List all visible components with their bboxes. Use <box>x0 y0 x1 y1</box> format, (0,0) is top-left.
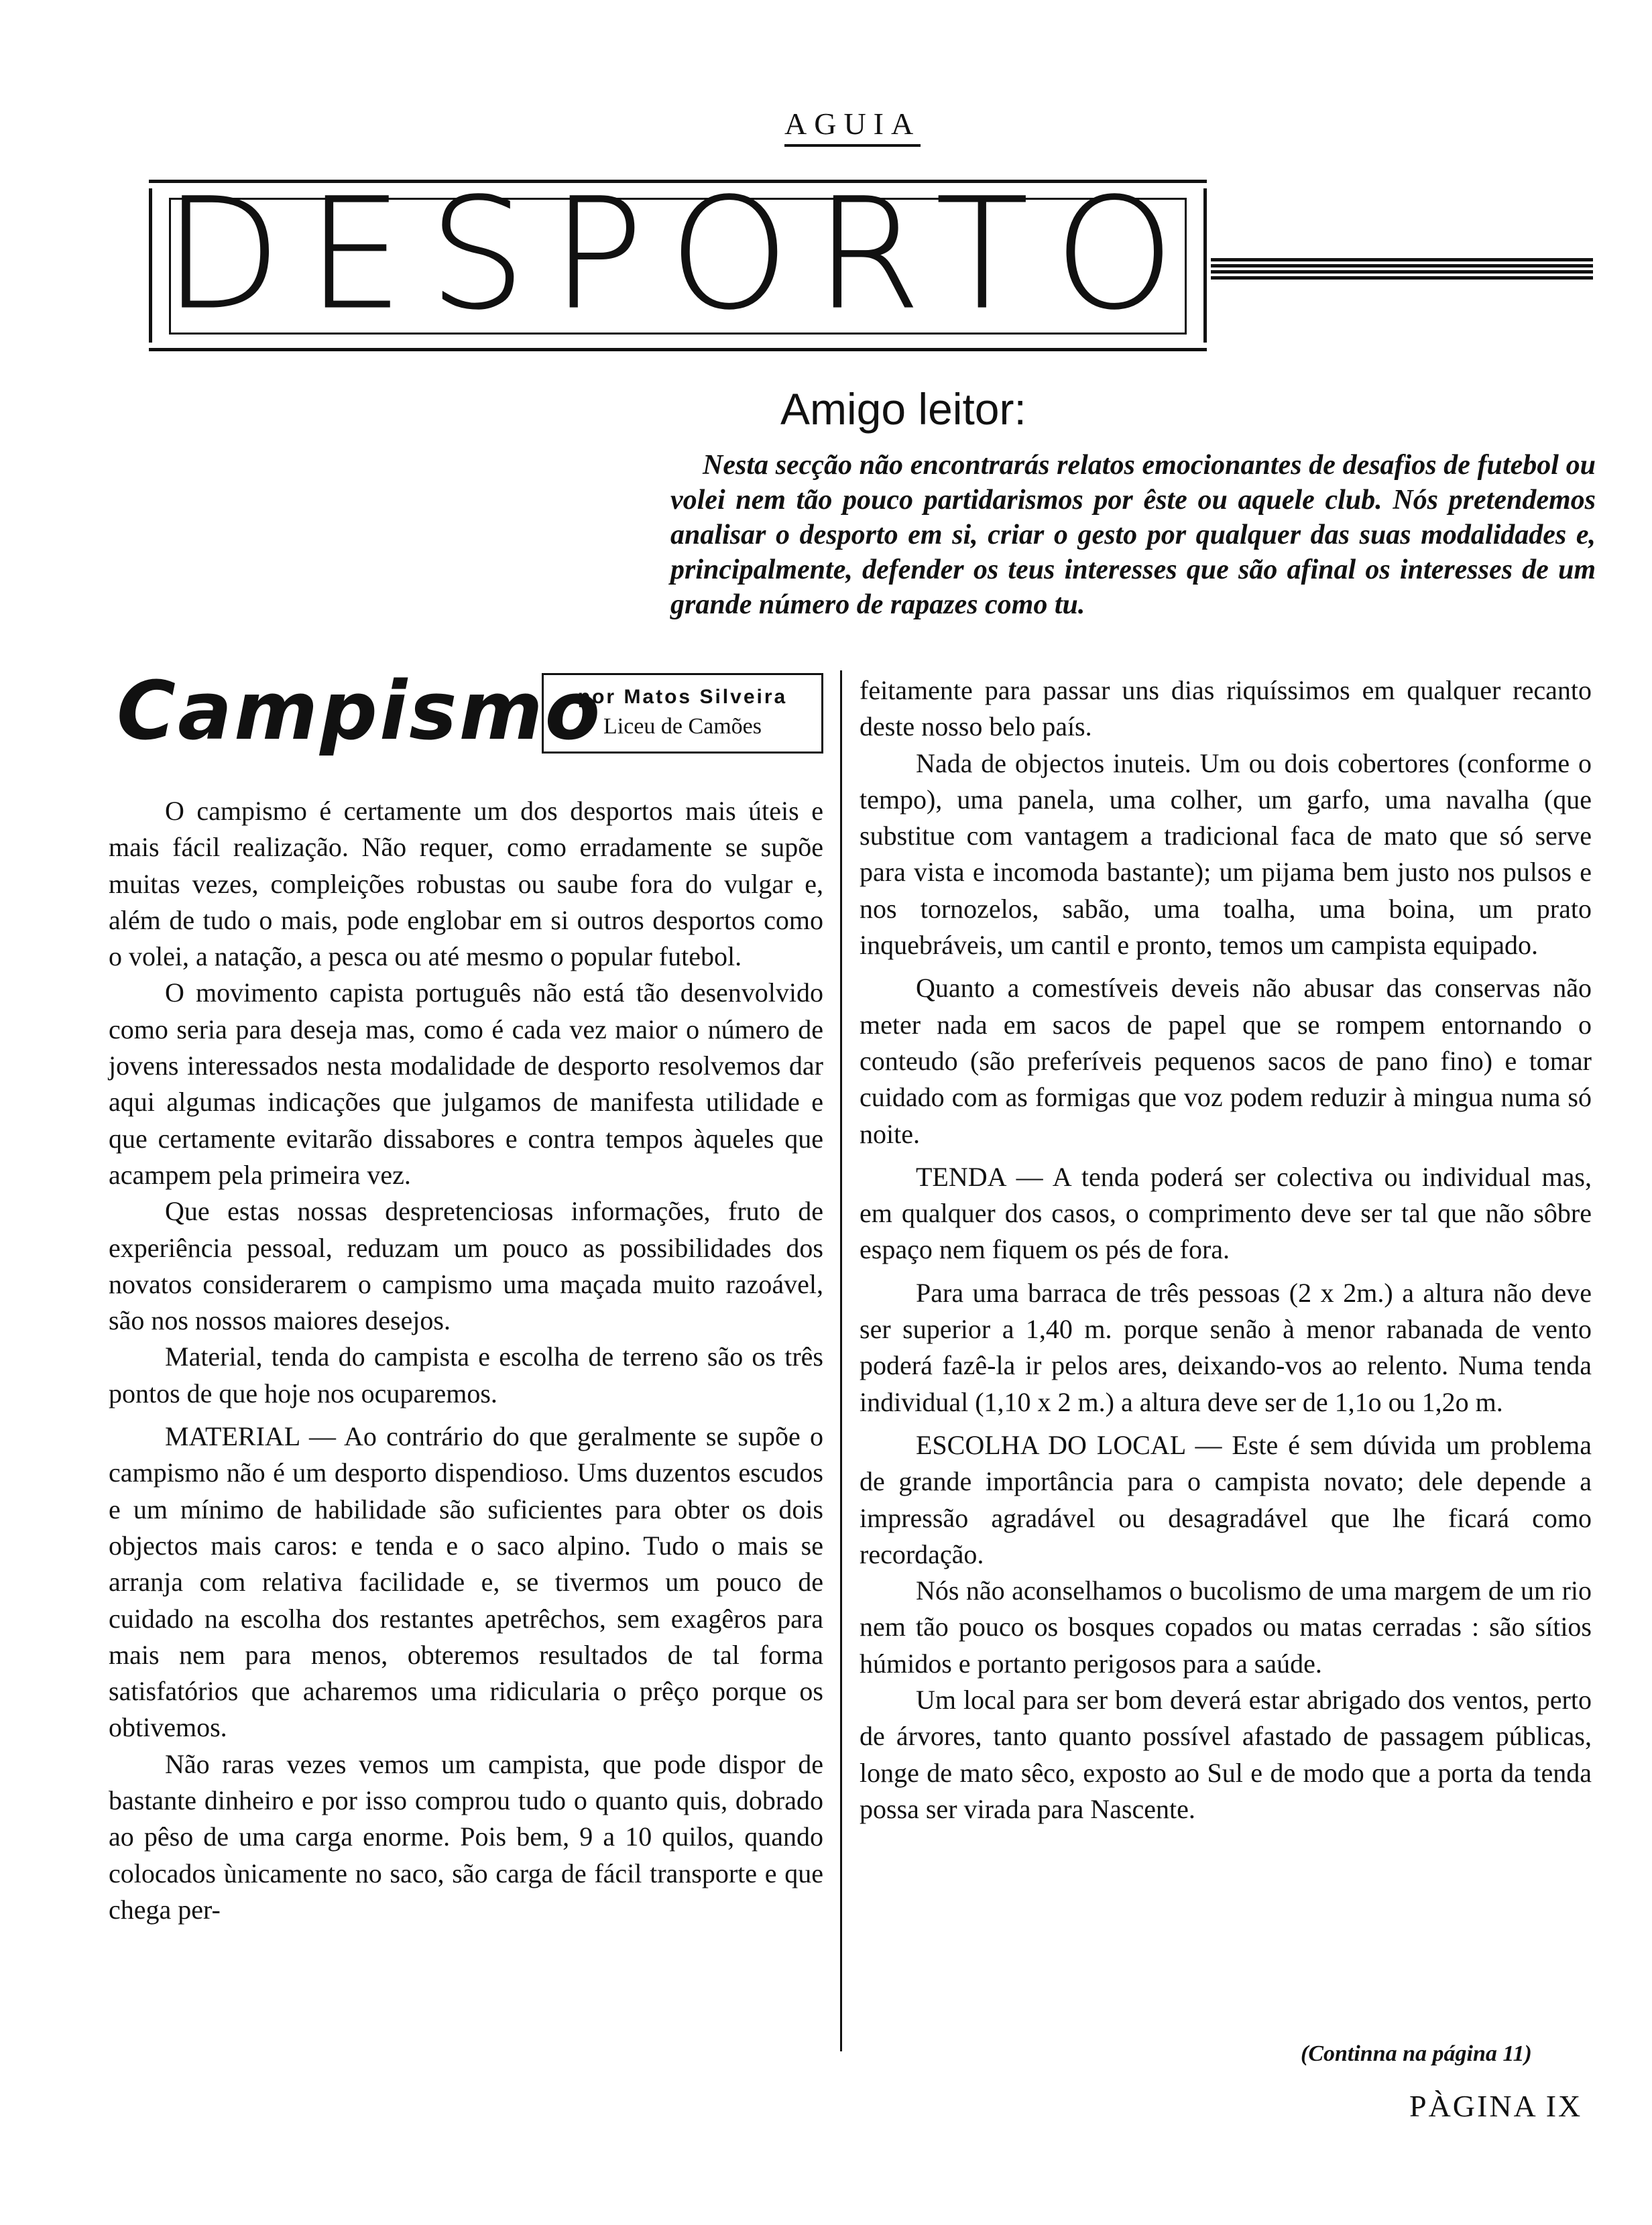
masthead-title: AGUIA <box>784 106 921 147</box>
intro-paragraph: Nesta secção não encontrarás relatos emocionantes de desafios de futebol ou volei nem tão pouco partidarismos por êste ou aquele club. Nós pretendemos analisar o desporto em si, criar o gesto por qualquer das suas modalidades e, principalmente, defender os teus interesses que são afinal os interesses de um grande número de rapazes como tu. <box>670 450 1596 620</box>
article-column-left <box>109 793 823 1928</box>
paragraph: Um local para ser bom deverá estar abrigado dos ventos, perto de árvores, tanto quanto possível afastado de passagem públicas, longe de mato sêco, exposto ao Sul e de modo que a porta da tenda possa ser virada para Nascente. <box>860 1685 1592 1824</box>
column-divider <box>840 670 842 2051</box>
paragraph: TENDA — A tenda poderá ser colectiva ou individual mas, em qualquer dos casos, o comprimento deve ser tal que não sôbre espaço nem fiquem os pés de fora. <box>860 1161 1592 1265</box>
byline-box <box>542 673 823 754</box>
paragraph: Nada de objectos inuteis. Um ou dois cobertores (conforme o tempo), uma panela, uma colher, um garfo, uma navalha (que substitue com vantagem a tradicional faca de mato que só serve para vista e incomoda bastante); um pijama bem justo nos pulsos e nos tornozelos, sabão, uma toalha, uma boina, um prato inquebráveis, um cantil e pronto, temos um campista equipado. <box>860 747 1592 961</box>
intro-greeting: Amigo leitor: <box>780 384 1026 434</box>
decorative-rule-lines <box>1211 258 1593 280</box>
article-column-right <box>860 672 1592 1827</box>
paragraph: feitamente para passar uns dias riquíssimos em qualquer recanto deste nosso belo país. <box>860 675 1592 742</box>
article-title: Campismo <box>117 665 603 758</box>
paragraph: ESCOLHA DO LOCAL — Este é sem dúvida um problema de grande importância para o campista novato; dele depende a impressão agradável ou desagradável que lhe ficará como recordação. <box>860 1429 1592 1569</box>
section-title: DESPORTO <box>164 165 1200 343</box>
paragraph: MATERIAL — Ao contrário do que geralmente se supõe o campismo não é um desporto dispendioso. Ums duzentos escudos e um mínimo de habilidade são suficientes para obter os dois objectos mais caros: e tenda e o saco alpino. Tudo o mais se arranja com relativa facilidade e, se tivermos um pouco de cuidado na escolha dos restantes apetrêchos, sem exagêros para mais nem para menos, obteremos resultados de tal forma satisfatórios que acharemos uma ridicularia o prêço porque os obtivemos. <box>109 1421 823 1743</box>
byline-author: por Matos Silveira <box>577 686 788 708</box>
paragraph: Material, tenda do campista e escolha de terreno são os três pontos de que hoje nos ocuparemos. <box>109 1341 823 1408</box>
paragraph: Quanto a comestíveis deveis não abusar das conservas não meter nada em sacos de papel que se rompem entornando o conteudo (são preferíveis pequenos sacos de pano fino) e tomar cuidado com as formigas que voz podem reduzir à mingua numa só noite. <box>860 973 1592 1149</box>
continuation-note: (Continna na página 11) <box>1301 2041 1532 2066</box>
paragraph: Para uma barraca de três pessoas (2 x 2m.) a altura não deve ser superior a 1,40 m. porque senão à menor rabanada de vento poderá fazê-la ir pelos ares, deixando-vos ao relento. Numa tenda individual (1,10 x 2 m.) a altura deve ser de 1,1o ou 1,2o m. <box>860 1277 1592 1417</box>
paragraph: Nós não aconselhamos o bucolismo de uma margem de um rio nem tão pouco os bosques copados ou matas cerradas : são sítios húmidos e portanto perigosos para a saúde. <box>860 1575 1592 1679</box>
page-number: PÀGINA IX <box>1409 2089 1583 2123</box>
paragraph: O campismo é certamente um dos desportos mais úteis e mais fácil realização. Não requer, como erradamente se supõe muitas vezes, compleições robustas ou saube fora do vulgar e, além de tudo o mais, pode englobar em si outros desportos como o volei, a natação, a pesca ou até mesmo o popular futebol. <box>109 796 823 972</box>
intro-text <box>670 448 1596 622</box>
paragraph: Que estas nossas despretenciosas informações, fruto de experiência pessoal, reduzam um pouco as possibilidades dos novatos considerarem o campismo uma maçada muito razoável, são nos nossos maiores desejos. <box>109 1196 823 1336</box>
section-title-frame <box>149 165 1207 351</box>
byline-school: Liceu de Camões <box>603 714 762 739</box>
paragraph: O movimento capista português não está tão desenvolvido como seria para deseja mas, como é cada vez maior o número de jovens interessados nesta modalidade de desporto resolvemos dar aqui algumas indicações que julgamos de manifesta utilidade e que certamente evitarão dissabores e contra tempos àqueles que acampem pela primeira vez. <box>109 977 823 1190</box>
paragraph: Não raras vezes vemos um campista, que pode dispor de bastante dinheiro e por isso comprou tudo o quanto quis, dobrado ao pêso de uma carga enorme. Pois bem, 9 a 10 quilos, quando colocados ùnicamente no saco, são carga de fácil transporte e que chega per- <box>109 1748 823 1925</box>
